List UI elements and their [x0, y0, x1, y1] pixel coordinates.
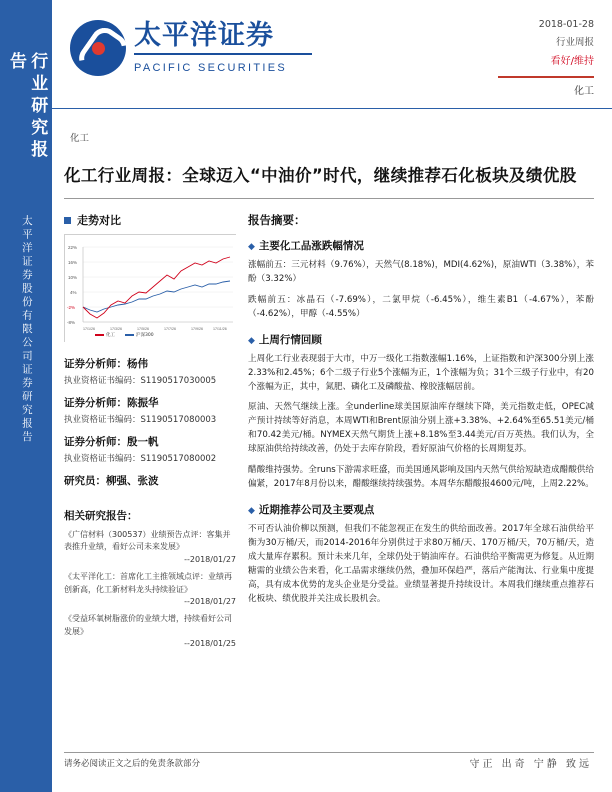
page-title: 化工行业周报：全球迈入“中油价”时代，继续推荐石化板块及绩优股 — [64, 166, 577, 185]
header-separator — [52, 108, 612, 109]
analyst-name: 证券分析师：殷一帆 — [64, 436, 159, 448]
report-date: 2018-01-28 — [538, 19, 594, 30]
left-sidebar — [0, 0, 52, 792]
related-report-date: --2018/01/27 — [184, 596, 236, 606]
researcher-line: 研究员：柳强、张波 — [64, 475, 159, 487]
section-heading-text: 主要化工品涨跌幅情况 — [258, 240, 364, 252]
section-heading-text: 近期推荐公司及主要观点 — [258, 503, 375, 516]
svg-text:17/3/26: 17/3/26 — [110, 327, 122, 331]
related-reports-title: 相关研究报告： — [64, 510, 138, 522]
bullet-square-icon — [64, 217, 71, 224]
section-heading-2 — [248, 502, 594, 517]
analyst-name: 证券分析师：陈振华 — [64, 397, 159, 409]
document-header — [52, 0, 612, 108]
section-heading-1 — [248, 332, 594, 347]
footer-slogan: 守正 出奇 宁静 致远 — [469, 759, 592, 770]
related-report-text: 《广信材料（300537）业绩预告点评：客集并表推升业绩，看好公司未来发展》 — [64, 530, 231, 552]
diamond-bullet-icon: ◆ — [248, 335, 255, 346]
svg-text:4%: 4% — [70, 290, 77, 295]
right-column — [248, 212, 594, 614]
analyst-license: 执业资格证书编码：S1190517080003 — [64, 415, 217, 425]
rating-badge: 看好/维持 — [550, 56, 594, 68]
section-heading-0 — [248, 238, 594, 253]
section-2-para-0: 不可否认油价柳以预测，但我们不能忽视正在发生的供给面改善。2017年全球石油供给平衡为30万桶/天，而2014-2016年分别供过于求80万桶/天、170万桶/天，70万桶/天，造成大量库存累积。预计未来几年，全球仍处于销油库存。石油供给平衡需更为修复。从近期糖需的业绩公告来看，化工品需求继续仍然，叠加环保趋严，落后产能淘汰、行业集中度提高，具有成本优势的龙头企业是分受益。业绩显著提升持续设计。本周我们继续重点推荐石化板块、绩优股并关注成长股机会。 — [248, 523, 594, 604]
sidebar-title: 行业研究报告 — [6, 52, 48, 162]
analyst-license: 执业资格证书编码：S1190517030005 — [64, 376, 217, 386]
legend-label-1: 沪深300 — [136, 333, 154, 338]
brand-divider — [134, 53, 312, 55]
brand-name-cn: 太平洋证券 — [134, 20, 274, 51]
sidebar-company: 太平洋证券股份有限公司证券研究报告 — [20, 215, 33, 445]
section-1-para-2: 醋酸维持强势。全runs下游需求旺盛，而美国通风影响及国内天然气供给短缺造成醋酸供给偏紧，2017年8月份以来，醋酸继续持续强势。本周华东醋酸报4600元/吨，上周2.22%。 — [248, 465, 594, 490]
chart-section-head — [64, 212, 236, 228]
footer-divider — [64, 752, 594, 753]
related-report-0[interactable] — [64, 529, 236, 566]
legend-item-1 — [125, 332, 154, 338]
legend-label-0: 化工 — [106, 333, 115, 338]
section-1-para-1: 原油、天然气继续上涨。全underline球美国原油库存继续下降，美元指数走低，OPEC减产预计持续等好消息，本周WTI和Brent原油分别上涨+3.38%、+2.64%至65.51美元/桶和70.42美元/桶。NYMEX天然气期货上涨+8.18%至3.44美元/百万英热。我们认为，全球原油供给持续改善，仍处于去库存阶段，看好原油气价格的长周期复苏。 — [248, 402, 594, 455]
legend-swatch-icon — [125, 334, 134, 336]
sidebar-title-block — [0, 52, 52, 172]
analyst-0 — [64, 356, 236, 386]
brand-name-en: PACIFIC SECURITIES — [134, 62, 288, 74]
title-divider — [64, 198, 594, 199]
svg-text:10%: 10% — [68, 275, 78, 280]
report-type: 行业周报 — [555, 37, 594, 49]
header-meta — [498, 16, 594, 101]
section-heading-text: 上周行情回顾 — [258, 333, 322, 346]
svg-text:22%: 22% — [68, 245, 78, 250]
svg-text:17/7/26: 17/7/26 — [164, 327, 176, 331]
footer-disclaimer: 请务必阅读正文之后的免责条款部分 — [64, 759, 201, 769]
header-rule — [498, 76, 594, 78]
sector-label: 化工 — [70, 133, 90, 144]
svg-text:17/11/26: 17/11/26 — [213, 327, 227, 331]
svg-text:-2%: -2% — [67, 305, 76, 310]
analyst-2 — [64, 434, 236, 464]
sidebar-company-block — [0, 215, 52, 545]
analyst-name: 证券分析师：杨伟 — [64, 358, 148, 370]
analyst-license: 执业资格证书编码：S1190517080002 — [64, 454, 217, 464]
chart-title: 走势对比 — [77, 214, 121, 227]
header-sector: 化工 — [574, 86, 594, 98]
svg-text:16%: 16% — [68, 260, 78, 265]
left-column — [64, 212, 236, 656]
legend-swatch-icon — [95, 334, 104, 336]
related-report-date: --2018/01/27 — [184, 554, 236, 564]
diamond-bullet-icon: ◆ — [248, 505, 255, 516]
legend-item-0 — [95, 332, 115, 338]
brand-text — [134, 22, 312, 74]
related-report-2[interactable] — [64, 571, 236, 608]
related-report-text: 《受益环氧树脂涨价的业绩大增，持续看好公司发展》 — [64, 614, 232, 636]
brand-logo — [70, 20, 312, 76]
svg-text:-8%: -8% — [67, 320, 76, 325]
related-report-date: --2018/01/25 — [184, 639, 236, 649]
section-1-para-0: 上周化工行业表现弱于大市，中万一级化工指数涨幅1.16%，上证指数和沪深300分别上涨2.33%和2.45%；6个二级子行业5个涨幅为正，1个涨幅为负；31个三级子行业中，有20个涨幅为正，其中，氮肥、磷化工及磷酸盐、橡胶涨幅居前。 — [248, 353, 594, 392]
svg-text:17/1/26: 17/1/26 — [83, 327, 95, 331]
pacific-logo-icon — [70, 20, 126, 76]
analyst-1 — [64, 395, 236, 425]
summary-title: 报告摘要： — [248, 213, 306, 227]
related-report-text: 《太平洋化工：首席化工主推领域点评：业绩再创新高，化工新材料龙头持续验证》 — [64, 572, 232, 594]
svg-text:17/9/26: 17/9/26 — [191, 327, 203, 331]
section-0-para-0: 涨幅前五：三元材料（9.76%），天然气(8.18%)，MDI(4.62%)，原油WTI（3.38%），苯酚（3.32%） — [248, 260, 594, 284]
svg-text:17/5/26: 17/5/26 — [137, 327, 149, 331]
trend-chart — [64, 234, 236, 342]
related-report-3[interactable] — [64, 613, 236, 650]
chart-legend — [95, 332, 154, 338]
section-0-para-1: 跌幅前五：冰晶石（-7.69%），二氯甲烷（-6.45%），维生素B1（-4.67%），苯酚（-4.62%），甲醇（-4.55%） — [248, 294, 594, 319]
diamond-bullet-icon: ◆ — [248, 242, 255, 252]
trend-chart-svg — [65, 235, 237, 343]
